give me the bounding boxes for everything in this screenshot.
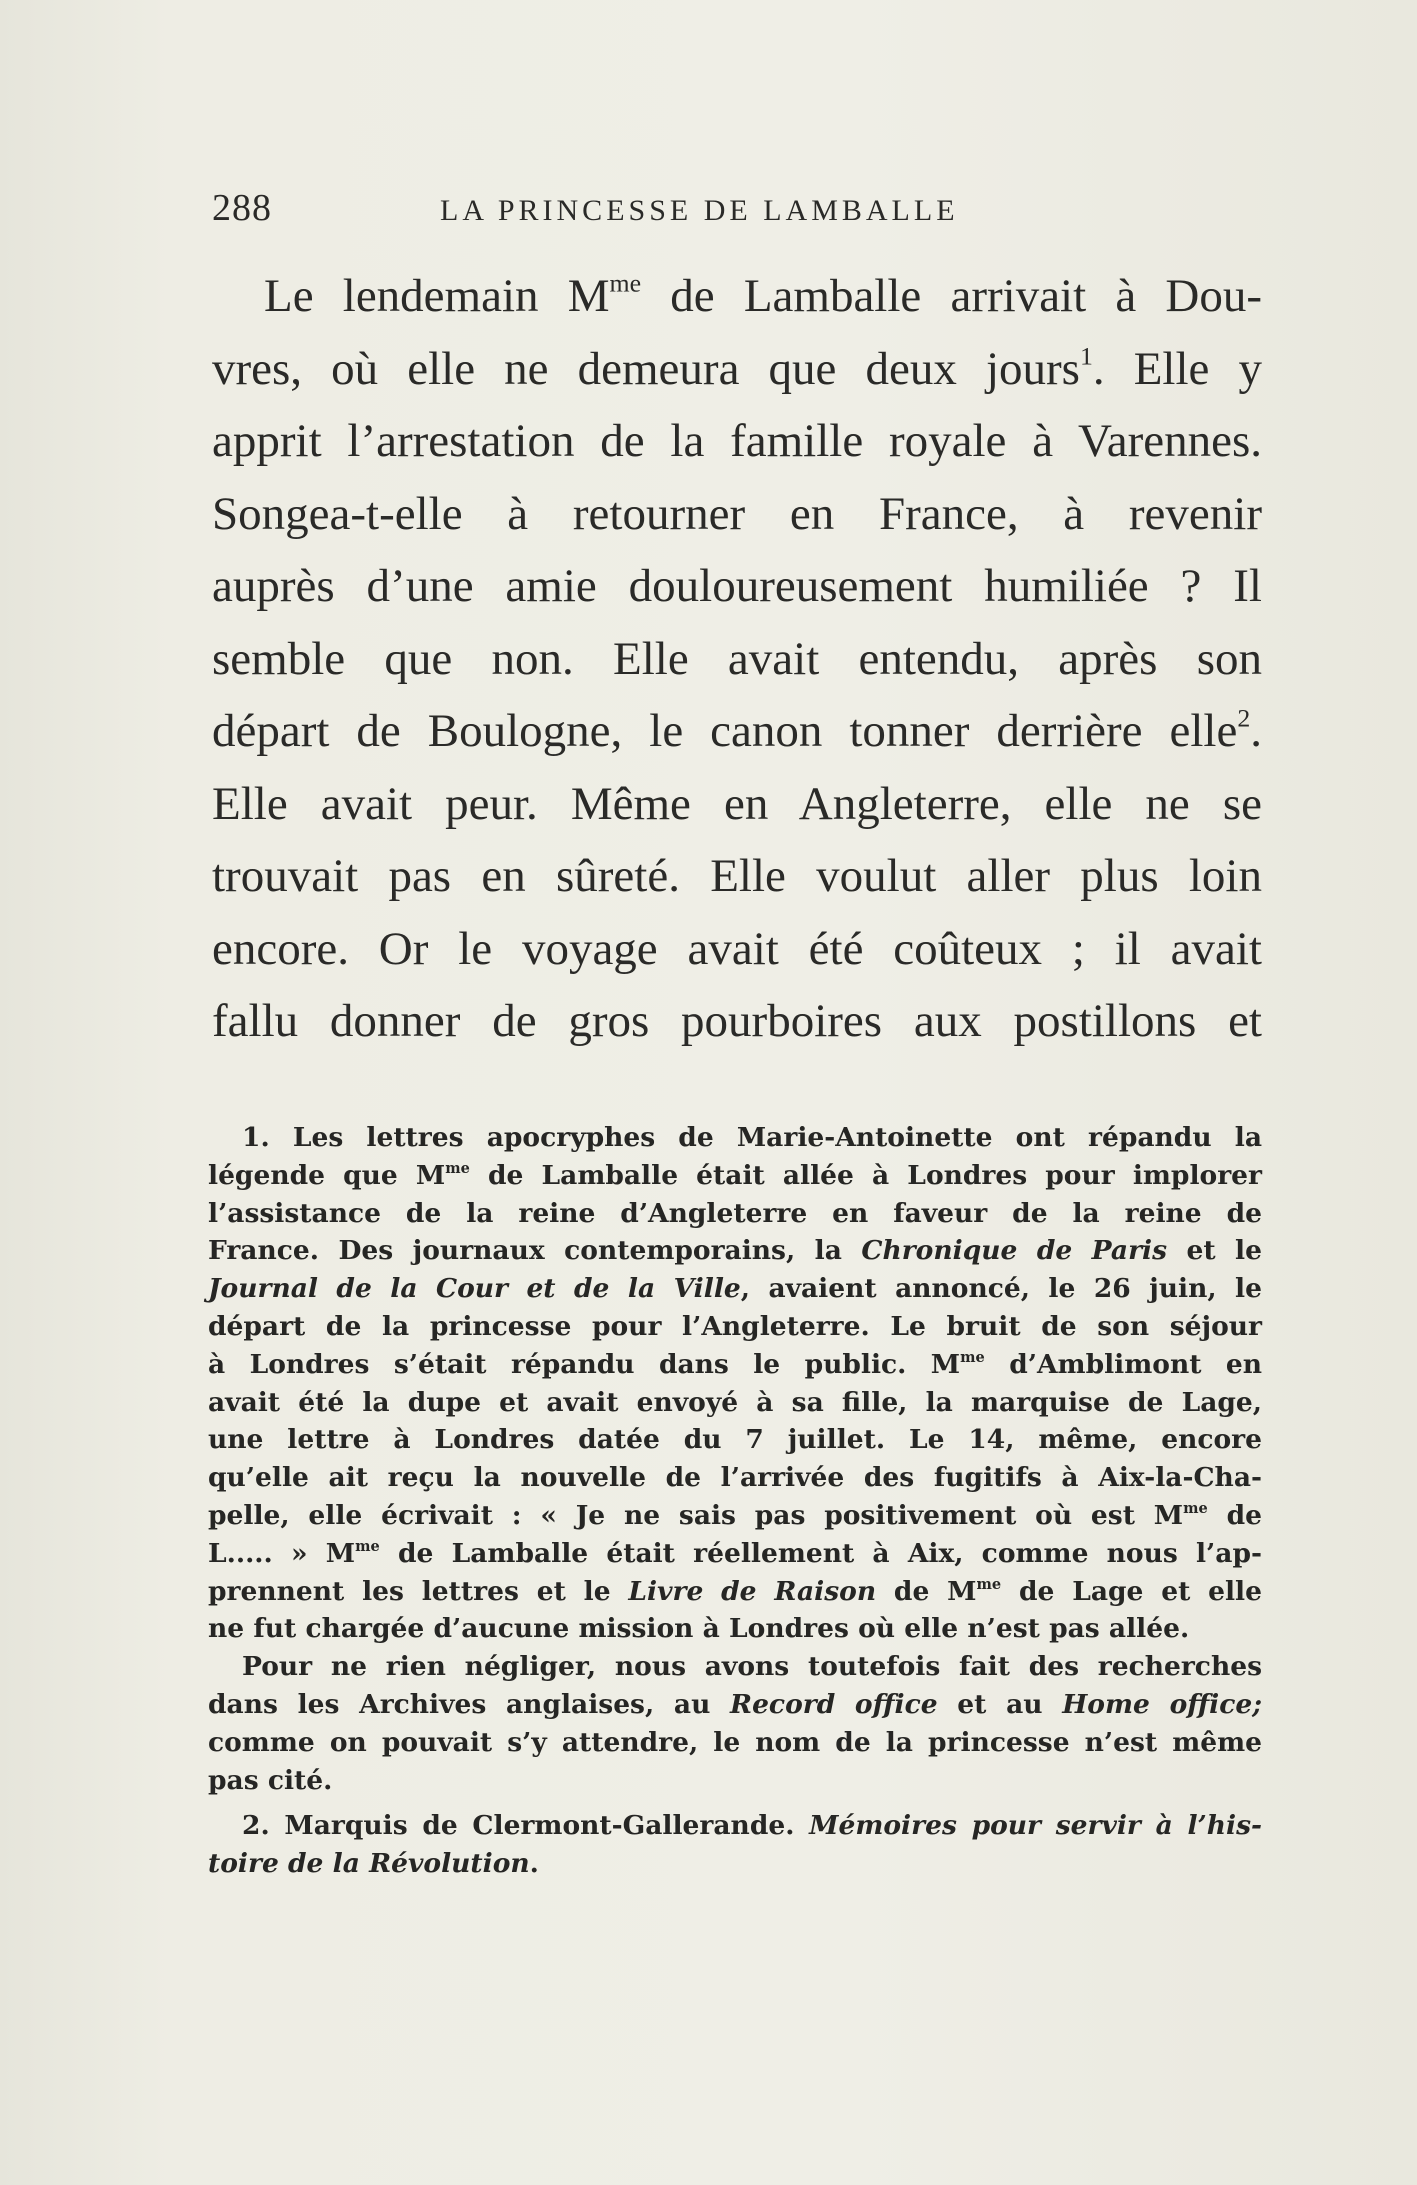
text-line: Songea-t-elle à retourner en France, à revenir <box>212 487 1262 540</box>
footnote-gap <box>208 1799 1262 1807</box>
footnote-1-line: départ de la princesse pour l’Angleterre. Le bruit de son séjour <box>208 1310 1262 1342</box>
footnote-2-line: 2. Marquis de Clermont-Gallerande. Mémoires pour servir à l’his- <box>242 1810 1262 1842</box>
running-title: LA PRINCESSE DE LAMBALLE <box>440 194 959 227</box>
footnote-1-line: avait été la dupe et avait envoyé à sa fille, la marquise de Lage, <box>208 1386 1262 1418</box>
footnote-1-line: France. Des journaux contemporains, la Chronique de Paris et le <box>208 1235 1262 1267</box>
footnote-1-para2-line: pas cité. <box>208 1764 333 1796</box>
main-text <box>212 260 1262 1058</box>
footnote-1-line: 1. Les lettres apocryphes de Marie-Antoinette ont répandu la <box>242 1122 1262 1153</box>
page-number: 288 <box>212 187 272 229</box>
footnote-1-line: qu’elle ait reçu la nouvelle de l’arrivée des fugitifs à Aix-la-Cha- <box>208 1462 1262 1494</box>
footnote-1-line: l’assistance de la reine d’Angleterre en faveur de la reine de <box>208 1197 1262 1229</box>
footnote-1-line: prennent les lettres et le Livre de Raison de $M^{me}$ de Lage et elle <box>208 1575 1262 1607</box>
text-line: auprès d’une amie douloureusement humiliée ? Il <box>212 560 1262 612</box>
text-line: encore. Or le voyage avait été coûteux ; il avait <box>212 922 1262 975</box>
footnote-1-para2-line: dans les Archives anglaises, au Record office et au Home office; <box>208 1688 1263 1720</box>
page-header <box>212 186 1262 236</box>
text-line: Elle avait peur. Même en Angleterre, elle ne se <box>212 777 1262 830</box>
text-line: départ de Boulogne, le canon tonner derrière elle$^2$. <box>212 703 1262 757</box>
footnote-1-line: à Londres s’était répandu dans le public. $M^{me}$ d’Amblimont en <box>208 1348 1262 1380</box>
text-line: vres, où elle ne demeura que deux jours$^1$. Elle y <box>212 341 1263 395</box>
text-line: fallu donner de gros pourboires aux postillons et <box>212 995 1262 1047</box>
footnote-ref: 1 <box>1079 341 1093 371</box>
text-line: semble que non. Elle avait entendu, après son <box>212 632 1262 685</box>
footnote-1-para2-line: Pour ne rien négliger, nous avons toutefois fait des recherches <box>242 1651 1262 1683</box>
footnote-2-line: toire de la Révolution. <box>208 1848 539 1880</box>
footnote-1-line: pelle, elle écrivait : « Je ne sais pas positivement où est $M^{me}$ de <box>208 1499 1262 1531</box>
text-line: Le lendemain $M^{me}$ de Lamballe arrivait à Dou- <box>264 268 1262 322</box>
footnote-1-line: ne fut chargée d’aucune mission à Londres où elle n’est pas allée. <box>208 1613 1190 1645</box>
text-line: trouvait pas en sûreté. Elle voulut aller plus loin <box>212 850 1262 902</box>
footnote-1-para2-line: comme on pouvait s’y attendre, le nom de la princesse n’est même <box>208 1726 1262 1758</box>
footnote-1-line: L..... » $M^{me}$ de Lamballe était réellement à Aix, comme nous l’ap- <box>208 1537 1262 1569</box>
footnote-1-line: légende que $M^{me}$ de Lamballe était allée à Londres pour implorer <box>208 1159 1262 1191</box>
footnote-1-line: une lettre à Londres datée du 7 juillet. Le 14, même, encore <box>208 1424 1262 1456</box>
footnotes <box>208 1119 1262 1883</box>
text-line: apprit l’arrestation de la famille royale à Varennes. <box>212 415 1262 467</box>
footnote-ref: 2 <box>1237 703 1251 733</box>
footnote-1-line: Journal de la Cour et de la Ville, avaient annoncé, le 26 juin, le <box>208 1273 1262 1305</box>
